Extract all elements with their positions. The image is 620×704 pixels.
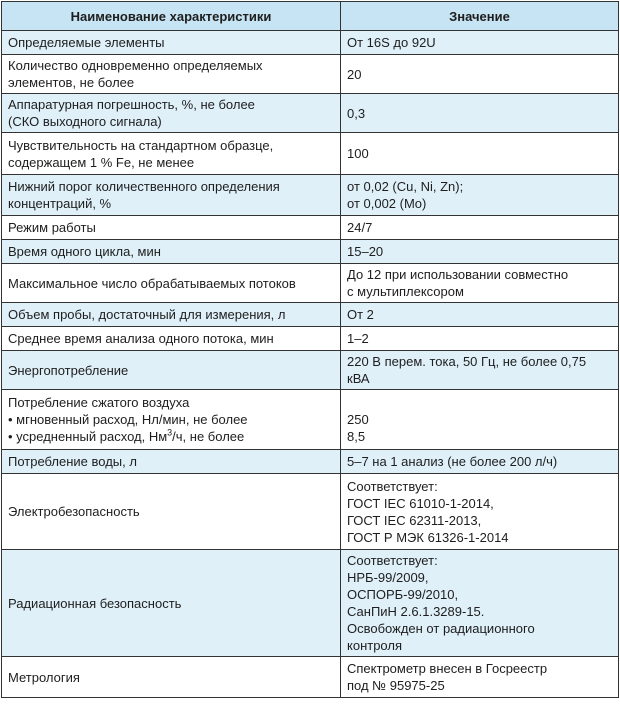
row-value: Соответствует: ГОСТ IEC 61010-1-2014, ГОСТ IEC 62311-2013, ГОСТ Р МЭК 61326-1-2014 bbox=[341, 474, 619, 550]
compressed-air-title: Потребление сжатого воздуха bbox=[8, 395, 190, 410]
row-name: Аппаратурная погрешность, %, не более (СКО выходного сигнала) bbox=[2, 94, 341, 133]
row-name: Нижний порог количественного определения концентраций, % bbox=[2, 175, 341, 216]
table-row bbox=[2, 175, 619, 216]
row-name: Объем пробы, достаточный для измерения, л bbox=[2, 303, 341, 327]
row-name: Потребление воды, л bbox=[2, 450, 341, 474]
table-header-row bbox=[2, 2, 619, 31]
compressed-air-value-instant: 250 bbox=[347, 412, 369, 427]
row-value: от 0,02 (Cu, Ni, Zn); от 0,002 (Mo) bbox=[341, 175, 619, 216]
table-row bbox=[2, 264, 619, 303]
spec-table-container bbox=[1, 1, 618, 698]
table-row bbox=[2, 550, 619, 657]
compressed-air-value-blank bbox=[347, 394, 612, 411]
row-value: 220 В перем. тока, 50 Гц, не более 0,75 кВА bbox=[341, 351, 619, 390]
cubic-superscript: 3 bbox=[167, 427, 173, 438]
compressed-air-average bbox=[8, 428, 334, 445]
table-row bbox=[2, 390, 619, 450]
table-row bbox=[2, 450, 619, 474]
row-name: Время одного цикла, мин bbox=[2, 240, 341, 264]
row-name: Определяемые элементы bbox=[2, 31, 341, 55]
row-name: Количество одновременно определяемых элементов, не более bbox=[2, 55, 341, 94]
row-name: Радиационная безопасность bbox=[2, 550, 341, 657]
row-value: От 16S до 92U bbox=[341, 31, 619, 55]
row-value: 15–20 bbox=[341, 240, 619, 264]
compressed-air-average-unit: /ч, не более bbox=[172, 429, 245, 444]
row-value: От 2 bbox=[341, 303, 619, 327]
row-name: Метрология bbox=[2, 657, 341, 698]
table-row bbox=[2, 216, 619, 240]
table-row bbox=[2, 351, 619, 390]
row-name: Среднее время анализа одного потока, мин bbox=[2, 327, 341, 351]
row-name-compressed-air bbox=[2, 390, 341, 450]
row-name: Энергопотребление bbox=[2, 351, 341, 390]
table-row bbox=[2, 133, 619, 175]
table-row bbox=[2, 657, 619, 698]
table-row bbox=[2, 474, 619, 550]
compressed-air-value-average: 8,5 bbox=[347, 429, 366, 444]
compressed-air-average-label: • усредненный расход, Нм bbox=[8, 429, 168, 444]
row-value: До 12 при использовании совместно с мультиплексором bbox=[341, 264, 619, 303]
row-value: 24/7 bbox=[341, 216, 619, 240]
row-name: Режим работы bbox=[2, 216, 341, 240]
header-value: Значение bbox=[341, 2, 619, 31]
row-value-compressed-air bbox=[341, 390, 619, 450]
table-row bbox=[2, 240, 619, 264]
row-value: Соответствует: НРБ-99/2009, ОСПОРБ-99/2010, СанПиН 2.6.1.3289-15. Освобожден от радиационного контроля bbox=[341, 550, 619, 657]
row-value: 20 bbox=[341, 55, 619, 94]
row-value: 5–7 на 1 анализ (не более 200 л/ч) bbox=[341, 450, 619, 474]
table-row bbox=[2, 327, 619, 351]
row-value: Спектрометр внесен в Госреестр под № 95975-25 bbox=[341, 657, 619, 698]
row-value: 100 bbox=[341, 133, 619, 175]
header-name: Наименование характеристики bbox=[2, 2, 341, 31]
table-row bbox=[2, 303, 619, 327]
table-row bbox=[2, 31, 619, 55]
row-value: 0,3 bbox=[341, 94, 619, 133]
row-name: Электробезопасность bbox=[2, 474, 341, 550]
table-row bbox=[2, 55, 619, 94]
row-name: Чувствительность на стандартном образце, содержащем 1 % Fe, не менее bbox=[2, 133, 341, 175]
compressed-air-instant: • мгновенный расход, Нл/мин, не более bbox=[8, 412, 248, 427]
row-value: 1–2 bbox=[341, 327, 619, 351]
row-name: Максимальное число обрабатываемых потоков bbox=[2, 264, 341, 303]
spec-table bbox=[1, 1, 619, 698]
table-row bbox=[2, 94, 619, 133]
